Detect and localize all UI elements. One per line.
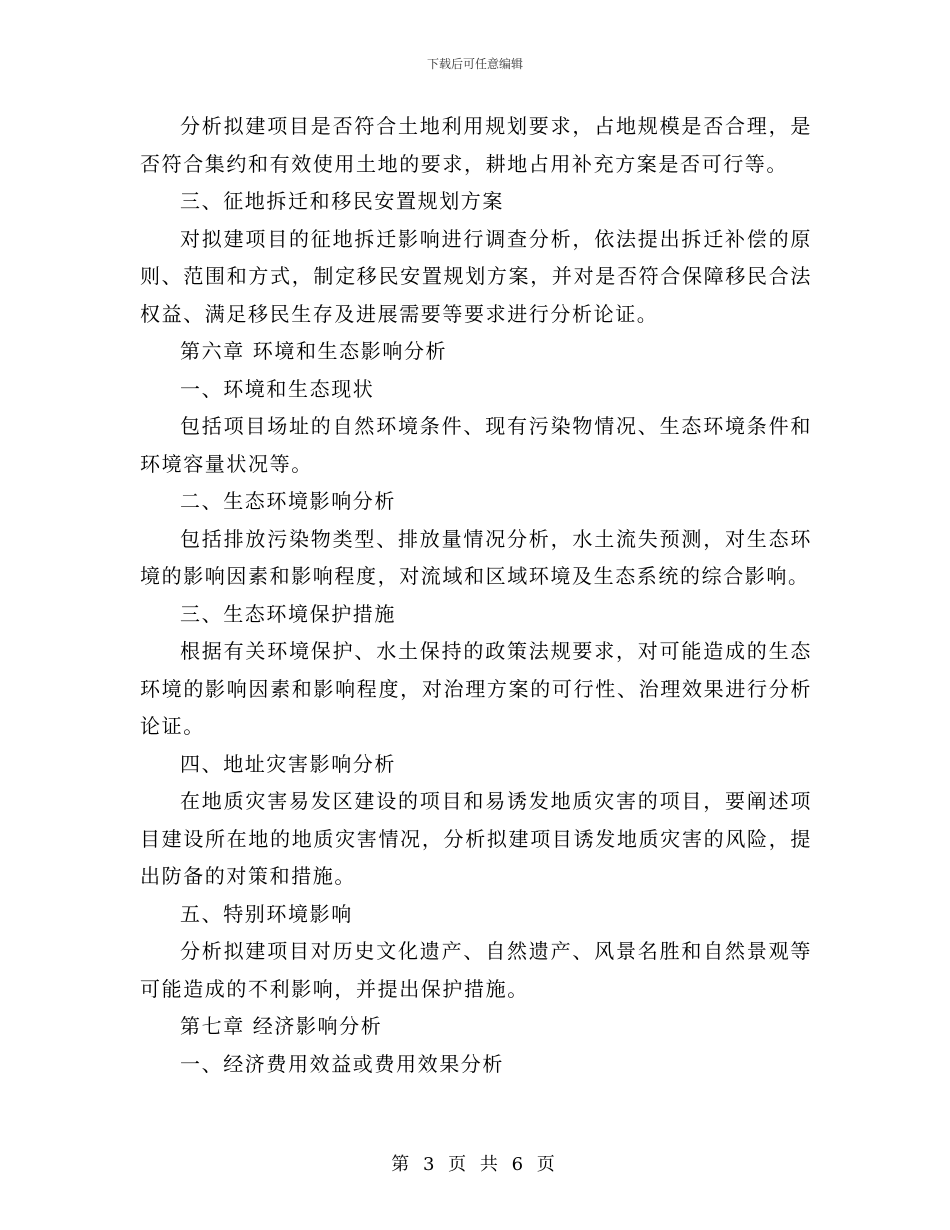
paragraph: 分析拟建项目是否符合土地利用规划要求，占地规模是否合理，是否符合集约和有效使用土地的要求，耕地占用补充方案是否可行等。 xyxy=(140,114,812,176)
page-number: 第 3 页 共 6 页 xyxy=(391,1154,559,1175)
document-body xyxy=(140,108,812,1083)
section-heading: 一、经济费用效益或费用效果分析 xyxy=(180,1051,504,1076)
paragraph: 分析拟建项目对历史文化遗产、自然遗产、风景名胜和自然景观等可能造成的不利影响，并提出保护措施。 xyxy=(140,939,812,1001)
chapter-heading: 第七章 经济影响分析 xyxy=(180,1014,383,1038)
paragraph: 包括排放污染物类型、排放量情况分析，水土流失预测，对生态环境的影响因素和影响程度，对流域和区域环境及生态系统的综合影响。 xyxy=(140,526,812,588)
section-heading: 一、环境和生态现状 xyxy=(180,376,375,401)
paragraph: 在地质灾害易发区建设的项目和易诱发地质灾害的项目，要阐述项目建设所在地的地质灾害情况，分析拟建项目诱发地质灾害的风险，提出防备的对策和措施。 xyxy=(140,789,812,888)
section-heading: 五、特别环境影响 xyxy=(180,901,353,926)
paragraph: 对拟建项目的征地拆迁影响进行调查分析，依法提出拆迁补偿的原则、范围和方式，制定移民安置规划方案，并对是否符合保障移民合法权益、满足移民生存及进展需要等要求进行分析论证。 xyxy=(140,226,812,326)
section-heading: 二、生态环境影响分析 xyxy=(180,489,396,513)
header-note: 下载后可任意编辑 xyxy=(426,57,523,71)
chapter-heading: 第六章 环境和生态影响分析 xyxy=(180,339,448,363)
paragraph: 包括项目场址的自然环境条件、现有污染物情况、生态环境条件和环境容量状况等。 xyxy=(140,414,812,476)
section-heading: 三、生态环境保护措施 xyxy=(180,601,396,626)
paragraph: 根据有关环境保护、水土保持的政策法规要求，对可能造成的生态环境的影响因素和影响程度，对治理方案的可行性、治理效果进行分析论证。 xyxy=(140,639,812,738)
section-heading: 四、地址灾害影响分析 xyxy=(180,751,396,776)
section-heading: 三、征地拆迁和移民安置规划方案 xyxy=(180,189,504,213)
